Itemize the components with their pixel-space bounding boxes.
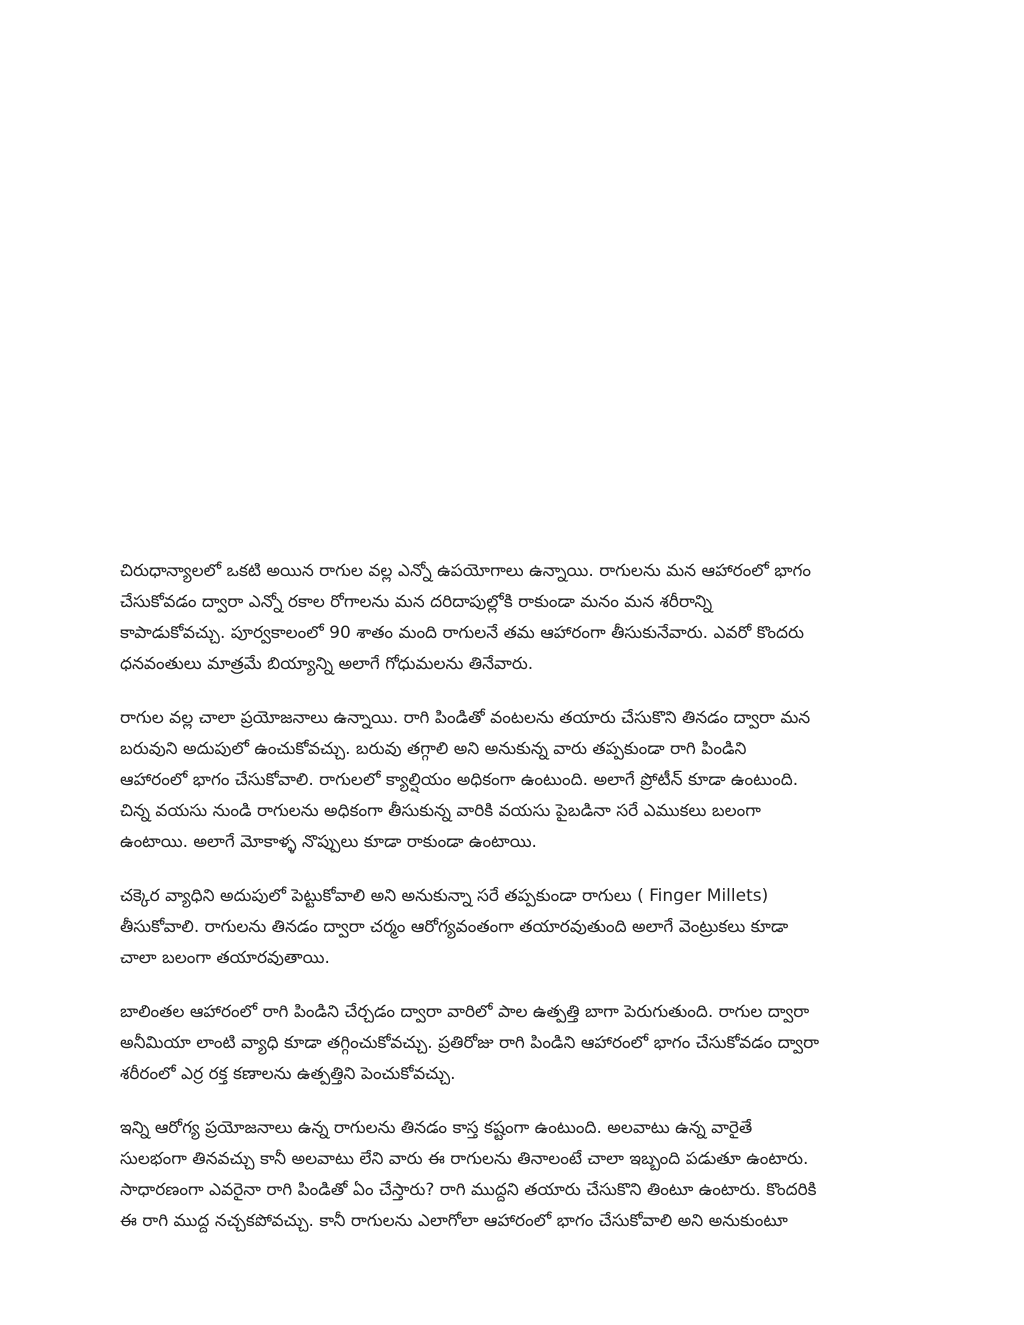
paragraph-4 [120, 997, 900, 1090]
text-line: ఇన్ని ఆరోగ్య ప్రయోజనాలు ఉన్న రాగులను తినడం కాస్త కష్టంగా ఉంటుంది. అలవాటు ఉన్న వారైతే [120, 1118, 753, 1138]
text-line: అనీమియా లాంటి వ్యాధి కూడా తగ్గించుకోవచ్చు. ప్రతిరోజు రాగి పిండిని ఆహారంలో భాగం చేసుకోవడం ద్వారా [120, 1033, 819, 1053]
text-line: చిన్న వయసు నుండి రాగులను అధికంగా తీసుకున్న వారికి వయసు పైబడినా సరే ఎముకలు బలంగా [120, 801, 761, 821]
paragraph-2 [120, 703, 900, 858]
text-line: ఆహారంలో భాగం చేసుకోవాలి. రాగులలో క్యాల్షియం అధికంగా ఉంటుంది. అలాగే ప్రోటీన్ కూడా ఉంటుంది. [120, 770, 799, 790]
document-body [120, 556, 900, 1260]
text-line: కాపాడుకోవచ్చు. పూర్వకాలంలో 90 శాతం మంది రాగులనే తమ ఆహారంగా తీసుకునేవారు. ఎవరో కొందరు [120, 623, 804, 643]
paragraph-3 [120, 881, 900, 974]
text-line: ఉంటాయి. అలాగే మోకాళ్ళ నొప్పులు కూడా రాకుండా ఉంటాయి. [120, 832, 537, 852]
text-line: చక్కెర వ్యాధిని అదుపులో పెట్టుకోవాలి అని అనుకున్నా సరే తప్పకుండా రాగులు ( Finger Millets) [120, 886, 769, 906]
text-line: బరువుని అదుపులో ఉంచుకోవచ్చు. బరువు తగ్గాలి అని అనుకున్న వారు తప్పకుండా రాగి పిండిని [120, 739, 747, 759]
text-line: చాలా బలంగా తయారవుతాయి. [120, 948, 330, 968]
text-line: బాలింతల ఆహారంలో రాగి పిండిని చేర్చడం ద్వారా వారిలో పాల ఉత్పత్తి బాగా పెరుగుతుంది. రాగుల ద్వారా [120, 1002, 810, 1022]
text-line: చేసుకోవడం ద్వారా ఎన్నో రకాల రోగాలను మన దరిదాపుల్లోకి రాకుండా మనం మన శరీరాన్ని [120, 592, 713, 612]
text-line: ఈ రాగి ముద్ద నచ్చకపోవచ్చు. కానీ రాగులను ఎలాగోలా ఆహారంలో భాగం చేసుకోవాలి అని అనుకుంటూ [120, 1211, 788, 1231]
text-line: చిరుధాన్యాలలో ఒకటి అయిన రాగుల వల్ల ఎన్నో ఉపయోగాలు ఉన్నాయి. రాగులను మన ఆహారంలో భాగం [120, 561, 811, 581]
paragraph-5 [120, 1113, 900, 1237]
text-line: సులభంగా తినవచ్చు కానీ అలవాటు లేని వారు ఈ రాగులను తినాలంటే చాలా ఇబ్బంది పడుతూ ఉంటారు. [120, 1149, 809, 1169]
text-line: శరీరంలో ఎర్ర రక్త కణాలను ఉత్పత్తిని పెంచుకోవచ్చు. [120, 1064, 456, 1084]
text-line: రాగుల వల్ల చాలా ప్రయోజనాలు ఉన్నాయి. రాగి పిండితో వంటలను తయారు చేసుకొని తినడం ద్వారా మన [120, 708, 811, 728]
text-line: సాధారణంగా ఎవరైనా రాగి పిండితో ఏం చేస్తారు? రాగి ముద్దని తయారు చేసుకొని తింటూ ఉంటారు. కొందరికి [120, 1180, 817, 1200]
text-line: తీసుకోవాలి. రాగులను తినడం ద్వారా చర్మం ఆరోగ్యవంతంగా తయారవుతుంది అలాగే వెంట్రుకలు కూడా [120, 917, 789, 937]
text-line: ధనవంతులు మాత్రమే బియ్యాన్ని అలాగే గోధుమలను తినేవారు. [120, 654, 534, 674]
paragraph-1 [120, 556, 900, 680]
